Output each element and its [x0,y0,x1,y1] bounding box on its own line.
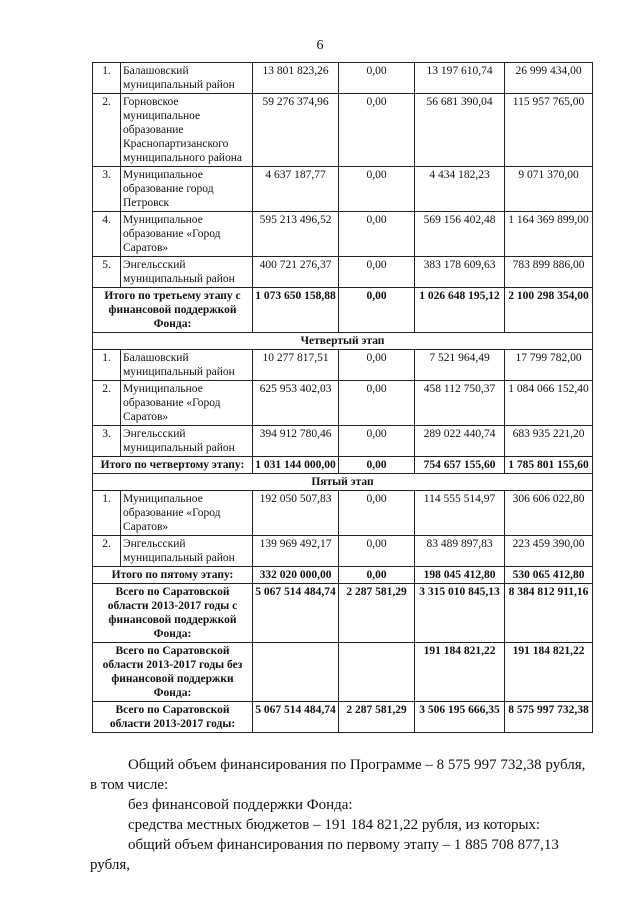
cell-col1: 4 637 187,77 [253,167,339,212]
municipality-name: Балашовский муниципальный район [121,350,253,381]
cell-col1: 13 801 823,26 [253,63,339,94]
cell-col4: 530 065 412,80 [505,567,593,584]
cell-col4: 223 459 390,00 [505,536,593,567]
cell-col1: 1 073 650 158,88 [253,288,339,333]
cell-col1: 595 213 496,52 [253,212,339,257]
cell-col1: 10 277 817,51 [253,350,339,381]
cell-col1: 5 067 514 484,74 [253,584,339,643]
cell-col4: 1 084 066 152,40 [505,381,593,426]
cell-col3: 83 489 897,83 [415,536,505,567]
table-row [93,94,593,167]
cell-col2: 0,00 [339,288,415,333]
cell-col3: 1 026 648 195,12 [415,288,505,333]
stage-header-row [93,333,593,350]
cell-col4: 9 071 370,00 [505,167,593,212]
cell-col1 [253,643,339,702]
cell-col2: 0,00 [339,212,415,257]
cell-col4: 17 799 782,00 [505,350,593,381]
municipality-name: Горновское муниципальное образование Краснопартизанского муниципального района [121,94,253,167]
footer-line-total: Общий объем финансирования по Программе – 8 575 997 732,38 рубля, [128,757,586,773]
cell-col2: 0,00 [339,257,415,288]
cell-col3: 4 434 182,23 [415,167,505,212]
row-number: 5. [93,257,121,288]
cell-col2: 0,00 [339,350,415,381]
cell-col3: 13 197 610,74 [415,63,505,94]
total-row [93,584,593,643]
total-row [93,567,593,584]
cell-col4: 8 575 997 732,38 [505,702,593,733]
cell-col3: 198 045 412,80 [415,567,505,584]
cell-col3: 7 521 964,49 [415,350,505,381]
total-label: Итого по четвертому этапу: [93,457,253,474]
cell-col4: 1 164 369 899,00 [505,212,593,257]
row-number: 2. [93,381,121,426]
cell-col2: 0,00 [339,167,415,212]
cell-col2: 0,00 [339,457,415,474]
cell-col2: 0,00 [339,536,415,567]
row-number: 3. [93,167,121,212]
municipality-name: Энгельсский муниципальный район [121,536,253,567]
cell-col1: 625 953 402,03 [253,381,339,426]
stage-title: Пятый этап [93,474,593,491]
municipality-name: Энгельсский муниципальный район [121,257,253,288]
cell-col2: 0,00 [339,381,415,426]
cell-col1: 5 067 514 484,74 [253,702,339,733]
municipality-name: Муниципальное образование «Город Саратов» [121,212,253,257]
stage-title: Четвертый этап [93,333,593,350]
cell-col4: 306 606 022,80 [505,491,593,536]
cell-col3: 383 178 609,63 [415,257,505,288]
cell-col2: 2 287 581,29 [339,584,415,643]
footer-text [90,755,590,875]
table-row [93,63,593,94]
total-label: Итого по третьему этапу с финансовой поддержкой Фонда: [93,288,253,333]
total-label: Всего по Саратовской области 2013-2017 годы: [93,702,253,733]
cell-col2: 0,00 [339,94,415,167]
row-number: 4. [93,212,121,257]
cell-col1: 400 721 276,37 [253,257,339,288]
table-row [93,536,593,567]
total-label: Итого по пятому этапу: [93,567,253,584]
cell-col2: 0,00 [339,567,415,584]
row-number: 1. [93,491,121,536]
municipality-name: Муниципальное образование «Город Саратов» [121,381,253,426]
row-number: 2. [93,536,121,567]
table-row [93,212,593,257]
municipality-name: Балашовский муниципальный район [121,63,253,94]
cell-col1: 1 031 144 000,00 [253,457,339,474]
table-row [93,491,593,536]
cell-col4: 1 785 801 155,60 [505,457,593,474]
row-number: 1. [93,350,121,381]
financing-table-body [93,63,593,733]
cell-col3: 3 506 195 666,35 [415,702,505,733]
cell-col4: 191 184 821,22 [505,643,593,702]
cell-col2: 0,00 [339,426,415,457]
cell-col1: 59 276 374,96 [253,94,339,167]
cell-col2 [339,643,415,702]
footer-line-local-budgets: средства местных бюджетов – 191 184 821,22 рубля, из которых: [128,817,541,833]
municipality-name: Муниципальное образование город Петровск [121,167,253,212]
footer-line-first-stage: общий объем финансирования по первому этапу – 1 885 708 877,13 рубля, [90,837,559,873]
cell-col1: 192 050 507,83 [253,491,339,536]
cell-col4: 26 999 434,00 [505,63,593,94]
cell-col3: 56 681 390,04 [415,94,505,167]
total-row [93,643,593,702]
table-row [93,426,593,457]
total-row [93,288,593,333]
cell-col4: 8 384 812 911,16 [505,584,593,643]
cell-col2: 0,00 [339,63,415,94]
total-row [93,702,593,733]
total-row [93,457,593,474]
municipality-name: Муниципальное образование «Город Саратов» [121,491,253,536]
table-row [93,350,593,381]
cell-col3: 754 657 155,60 [415,457,505,474]
cell-col2: 0,00 [339,491,415,536]
cell-col4: 2 100 298 354,00 [505,288,593,333]
cell-col1: 332 020 000,00 [253,567,339,584]
cell-col1: 139 969 492,17 [253,536,339,567]
table-row [93,167,593,212]
cell-col3: 3 315 010 845,13 [415,584,505,643]
footer-line-including: в том числе: [90,777,169,793]
cell-col4: 783 899 886,00 [505,257,593,288]
total-label: Всего по Саратовской области 2013-2017 годы с финансовой поддержкой Фонда: [93,584,253,643]
cell-col2: 2 287 581,29 [339,702,415,733]
page-number: 6 [316,38,324,53]
table-row [93,381,593,426]
cell-col4: 115 957 765,00 [505,94,593,167]
cell-col3: 191 184 821,22 [415,643,505,702]
cell-col3: 289 022 440,74 [415,426,505,457]
cell-col3: 458 112 750,37 [415,381,505,426]
cell-col1: 394 912 780,46 [253,426,339,457]
table-row [93,257,593,288]
cell-col3: 569 156 402,48 [415,212,505,257]
municipality-name: Энгельсский муниципальный район [121,426,253,457]
financing-table [92,62,593,733]
row-number: 3. [93,426,121,457]
footer-line-without-support: без финансовой поддержки Фонда: [128,797,353,813]
row-number: 1. [93,63,121,94]
total-label: Всего по Саратовской области 2013-2017 годы без финансовой поддержки Фонда: [93,643,253,702]
cell-col4: 683 935 221,20 [505,426,593,457]
cell-col3: 114 555 514,97 [415,491,505,536]
row-number: 2. [93,94,121,167]
stage-header-row [93,474,593,491]
